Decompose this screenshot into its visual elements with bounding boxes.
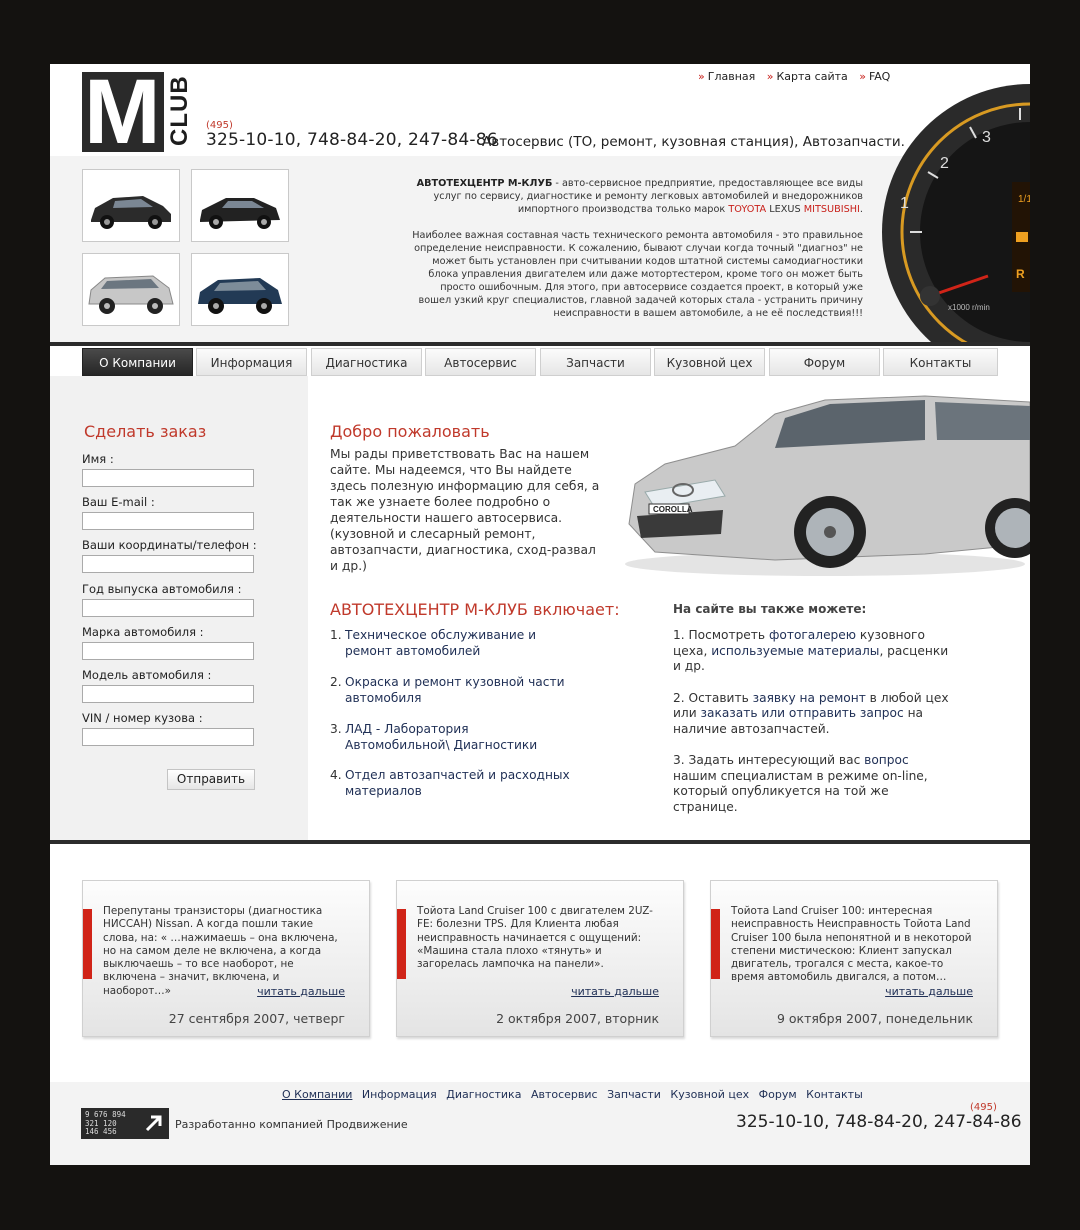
footer-link-autoservice[interactable]: Автосервис [530,1088,598,1101]
phone-numbers: 325-10-10, 748-84-20, 247-84-86 [206,130,498,150]
menu-item-autoservice[interactable]: Автосервис [425,348,536,376]
service-link-lab[interactable]: ЛАД - Лаборатория Автомобильной\ Диагностики [345,722,538,752]
arrow-icon: » [698,70,705,83]
includes-title: АВТОТЕХЦЕНТР М-КЛУБ включает: [330,600,620,619]
also-text: , расценки и др. [673,643,949,673]
gauge-mark: 1 [900,195,909,212]
car-thumbnail[interactable] [82,253,180,326]
read-more-link[interactable]: читать дальше [257,985,345,998]
top-nav-label: Главная [707,70,756,83]
field-label-name: Имя : [82,452,114,466]
menu-item-parts[interactable]: Запчасти [540,348,651,376]
also-text: 1. Посмотреть [673,628,769,642]
field-label-make: Марка автомобиля : [82,625,204,639]
order-form-title: Сделать заказ [84,422,207,441]
field-label-email: Ваш E-mail : [82,495,155,509]
arrow-up-right-icon [143,1112,165,1134]
logo-digit-line: 321 120 [85,1118,117,1128]
header [50,64,1039,342]
footer-link-info[interactable]: Информация [361,1088,437,1101]
news-accent-bar [711,909,720,979]
about-text-part: - авто-сервисное предприятие, предоставляющее все виды услуг по сервису, диагностике и ремонту легковых автомобилей и внедорожников импортного производства только марок [433,178,863,215]
phone-code: (495) [206,120,233,131]
read-more-link[interactable]: читать дальше [885,985,973,998]
news-text: Тойота Land Cruiser 100: интересная неисправность Неисправность Тойота Land Cruiser 100 была непонятной и в некоторой степени мистическою: Клиент запускал двигатель, трогался с места, какое-то время автомобиль двигался, а потом… [731,905,972,984]
also-text: в любой цех или [673,690,949,720]
gallery-link[interactable]: фотогалерею [768,628,857,642]
car-thumbnail[interactable] [191,169,289,242]
parts-request-link[interactable]: заказать или отправить запрос [700,706,904,720]
footer-nav [282,1088,869,1101]
footer-link-bodyshop[interactable]: Кузовной цех [670,1088,750,1101]
developer-logo-digits [85,1111,126,1137]
brand-toyota: TOYOTA [728,204,767,215]
list-number: 4. [330,768,342,782]
logo-digit-line: 146 456 [85,1127,117,1136]
about-paragraph: Наиболее важная составная часть технического ремонта автомобиля - это правильное определение неисправности. К сожалению, бывают случаи когда точный "диагноз" не может быть установлен при считывании кодов штатной системы самодиагностики блока управления двигателем или даже мотортестером, кроме того он может быть просто ошибочным. Для этого, при автосервисе создается проект, в который уже вошел узкий круг специалистов, главной задачей которых стала - устранить причину неисправности в вашем автомобиле, а не её последствия!!! [412,230,863,319]
read-more-link[interactable]: читать дальше [571,985,659,998]
gear-reverse: R [1016,267,1025,281]
service-link-maintenance[interactable]: Техническое обслуживание и ремонт автомобилей [345,628,537,658]
news-date: 27 сентября 2007, четверг [168,1011,345,1026]
list-number: 2. [330,675,342,689]
menu-item-info[interactable]: Информация [196,348,307,376]
tagline: Автосервис (ТО, ремонт, кузовная станция), Автозапчасти. [482,134,905,150]
submit-button[interactable]: Отправить [167,769,255,790]
field-label-phone: Ваши координаты/телефон : [82,538,257,552]
menu-item-contacts[interactable]: Контакты [883,348,998,376]
menu-item-diagnostics[interactable]: Диагностика [311,348,422,376]
about-text-part: . [859,204,863,215]
arrow-icon: » [766,70,774,83]
footer-link-contacts[interactable]: Контакты [806,1088,863,1101]
top-nav-sitemap[interactable] [767,70,848,83]
news-date: 9 октября 2007, понедельник [776,1011,973,1026]
news-card [82,880,370,1037]
list-number: 3. [330,722,342,736]
page [50,64,1039,1165]
car-thumbnail[interactable] [82,169,180,242]
car-thumbnail-image [83,170,179,241]
footer-link-parts[interactable]: Запчасти [607,1088,661,1101]
developer-logo[interactable] [81,1108,169,1139]
service-link-parts[interactable]: Отдел автозапчастей и расходных материалов [345,768,570,798]
gauge-mark: 2 [940,155,949,172]
footer-link-forum[interactable]: Форум [758,1088,797,1101]
make-input[interactable] [82,642,254,660]
car-thumbnail-image [192,170,288,241]
corolla-car-image [625,384,1030,584]
news-accent-bar [83,909,92,979]
also-list [673,628,953,831]
gauge-mark: 3 [982,129,991,146]
car-thumbnail-image [83,254,179,325]
top-nav-label: Карта сайта [776,70,848,83]
field-label-vin: VIN / номер кузова : [82,711,203,725]
top-nav-label: FAQ [868,70,891,83]
materials-link[interactable]: используемые материалы [711,643,880,658]
list-number: 1. [330,628,342,642]
news-date: 2 октября 2007, вторник [496,1011,659,1026]
phone-input[interactable] [82,555,254,573]
menu-item-forum[interactable]: Форум [769,348,880,376]
about-paragraph [405,177,863,216]
developer-credit: Разработанно компанией Продвижение [175,1118,408,1131]
order-form [50,376,308,840]
site-logo[interactable] [82,64,196,163]
name-input[interactable] [82,469,254,487]
tachometer-image: 2 1 3 4 1/1 R x1000 r/min [870,82,1030,344]
footer-phone: 325-10-10, 748-84-20, 247-84-86 [736,1112,1022,1132]
company-name: АВТОТЕХЦЕНТР М-КЛУБ [416,178,553,189]
also-item [673,691,953,738]
also-item [673,753,953,815]
car-thumbnail[interactable] [191,253,289,326]
footer-link-diagnostics[interactable]: Диагностика [446,1088,522,1101]
also-text: на наличие автозапчастей. [673,706,924,736]
menu-item-bodyshop[interactable]: Кузовной цех [654,348,765,376]
car-thumbnail-image [192,254,288,325]
also-text: кузовного цеха, [673,628,925,658]
brand-mitsubishi: MITSUBISHI [803,204,860,215]
field-label-year: Год выпуска автомобиля : [82,582,242,596]
also-title: На сайте вы также можете: [673,602,867,616]
repair-request-link[interactable]: заявку на ремонт [752,690,866,705]
top-nav [690,70,890,83]
model-input[interactable] [82,685,254,703]
brand-lexus: LEXUS [769,204,801,215]
year-input[interactable] [82,599,254,617]
welcome-text: Мы рады приветствовать Вас на нашем сайте. Мы надеемся, что Вы найдете здесь полезную информацию для себя, а так же узнаете более подробно о деятельности нашего автосервиса. (кузовной и слесарный ремонт, автозапчасти, диагностика, сход-развал и др.) [330,447,600,573]
about-text [405,177,863,333]
news-accent-bar [397,909,406,979]
arrow-icon: » [859,70,866,83]
email-input[interactable] [82,512,254,530]
also-text: 2. Оставить [673,690,753,705]
news-card [396,880,684,1037]
footer-link-company[interactable]: О Компании [282,1088,353,1101]
vin-input[interactable] [82,728,254,746]
news-text: Перепутаны транзисторы (диагностика НИССАН) Nissan. А когда пошли такие слова, на: « …нажимаешь – она включена, но на самом деле не включена, а когда выключаешь – то все наоборот, не включена – значит, включена, и наоборот…» [103,905,338,997]
section-divider [50,840,1030,844]
footer [50,1082,1030,1165]
gauge-unit: x1000 r/min [948,303,990,312]
welcome-title: Добро пожаловать [330,422,490,441]
gear-indicator: 1/1 [1018,194,1032,205]
service-link-painting[interactable]: Окраска и ремонт кузовной части автомобиля [345,675,565,705]
news-text: Тойота Land Cruiser 100 с двигателем 2UZ-FE: болезни TPS. Для Клиента любая неисправность начинается с ощущений: «Машина стала плохо «тянуть» и загорелась лампочка на панели». [417,905,653,971]
also-item [673,628,953,675]
footer-phone-code: (495) [970,1102,997,1113]
also-text: нашим специалистам в режиме on-line, который опубликуется на той же странице. [673,768,928,814]
question-link[interactable]: вопрос [864,753,909,767]
car-badge: COROLLA [653,505,693,514]
also-text: 3. Задать интересующий вас [673,753,865,767]
logo-word: CLUB [166,75,193,146]
logo-letter: M [84,64,155,163]
news-card [710,880,998,1037]
nav-divider [50,342,1030,346]
top-nav-home[interactable] [698,70,755,83]
menu-item-company[interactable]: О Компании [82,348,193,376]
field-label-model: Модель автомобиля : [82,668,212,682]
logo-digit-line: 9 676 894 [85,1110,126,1119]
